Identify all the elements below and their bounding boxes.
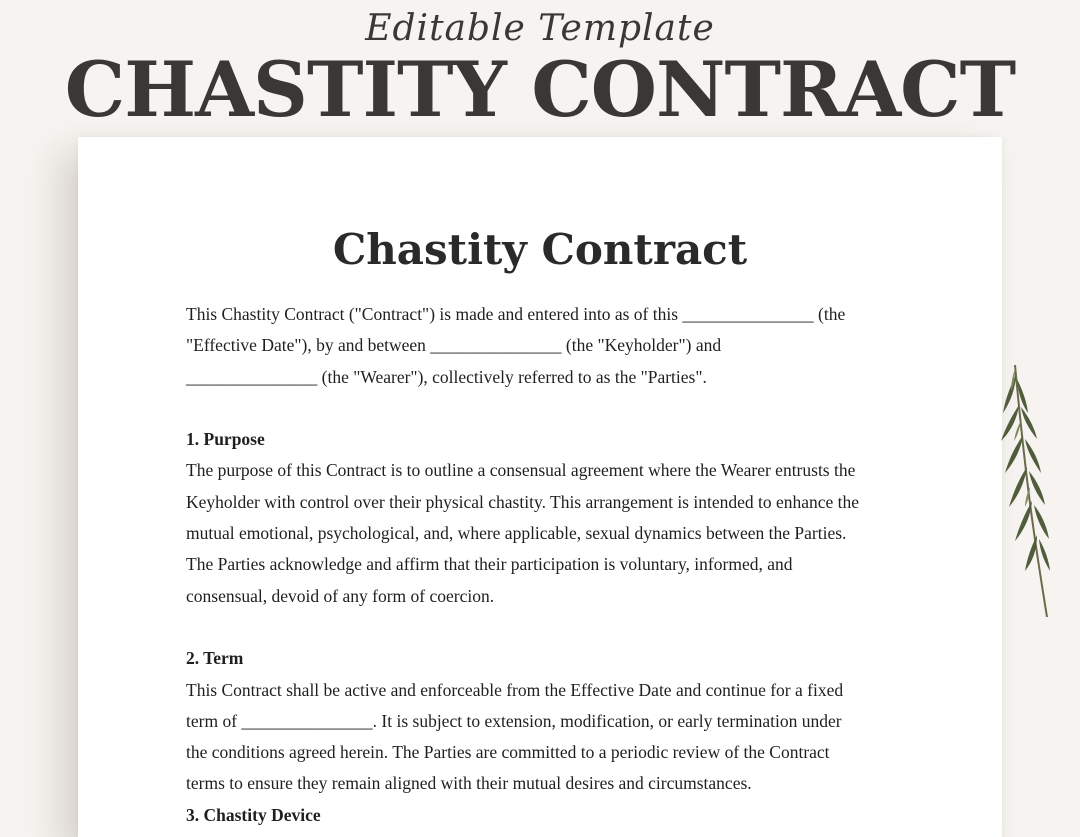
term-line: This Contract shall be active and enforceable from the Effective Date and continue for a fixed	[186, 679, 844, 700]
purpose-line: mutual emotional, psychological, and, where applicable, sexual dynamics between the Parties.	[186, 523, 847, 544]
paragraph-gap	[186, 612, 906, 643]
section-heading-device: 3. Chastity Device	[186, 804, 321, 825]
section-heading-term: 2. Term	[186, 648, 244, 669]
term-line: terms to ensure they remain aligned with their mutual desires and circumstances.	[186, 773, 752, 794]
paragraph-gap	[186, 393, 906, 424]
document-page	[78, 137, 1002, 837]
purpose-line: Keyholder with control over their physical chastity. This arrangement is intended to enhance the	[186, 491, 860, 512]
intro-line: This Chastity Contract ("Contract") is made and entered into as of this _______________ (the	[186, 304, 846, 324]
intro-line: _______________ (the "Wearer"), collectively referred to as the "Parties".	[186, 366, 707, 387]
term-line: term of _______________. It is subject to extension, modification, or early termination under	[186, 710, 842, 731]
term-line: the conditions agreed herein. The Parties are committed to a periodic review of the Contract	[186, 742, 830, 763]
rosemary-sprig-icon	[985, 355, 1065, 625]
header-main-title: CHASTITY CONTRACT	[64, 45, 1016, 134]
section-heading-purpose: 1. Purpose	[186, 429, 265, 450]
document-body	[186, 299, 906, 831]
purpose-line: The purpose of this Contract is to outline a consensual agreement where the Wearer entrusts the	[186, 460, 856, 481]
purpose-line: consensual, devoid of any form of coercion.	[186, 585, 495, 606]
header-script-label: Editable Template	[365, 8, 715, 49]
intro-line: "Effective Date"), by and between _______________ (the "Keyholder") and	[186, 335, 722, 356]
purpose-line: The Parties acknowledge and affirm that their participation is voluntary, informed, and	[186, 554, 793, 575]
document-title: Chastity Contract	[332, 225, 748, 274]
